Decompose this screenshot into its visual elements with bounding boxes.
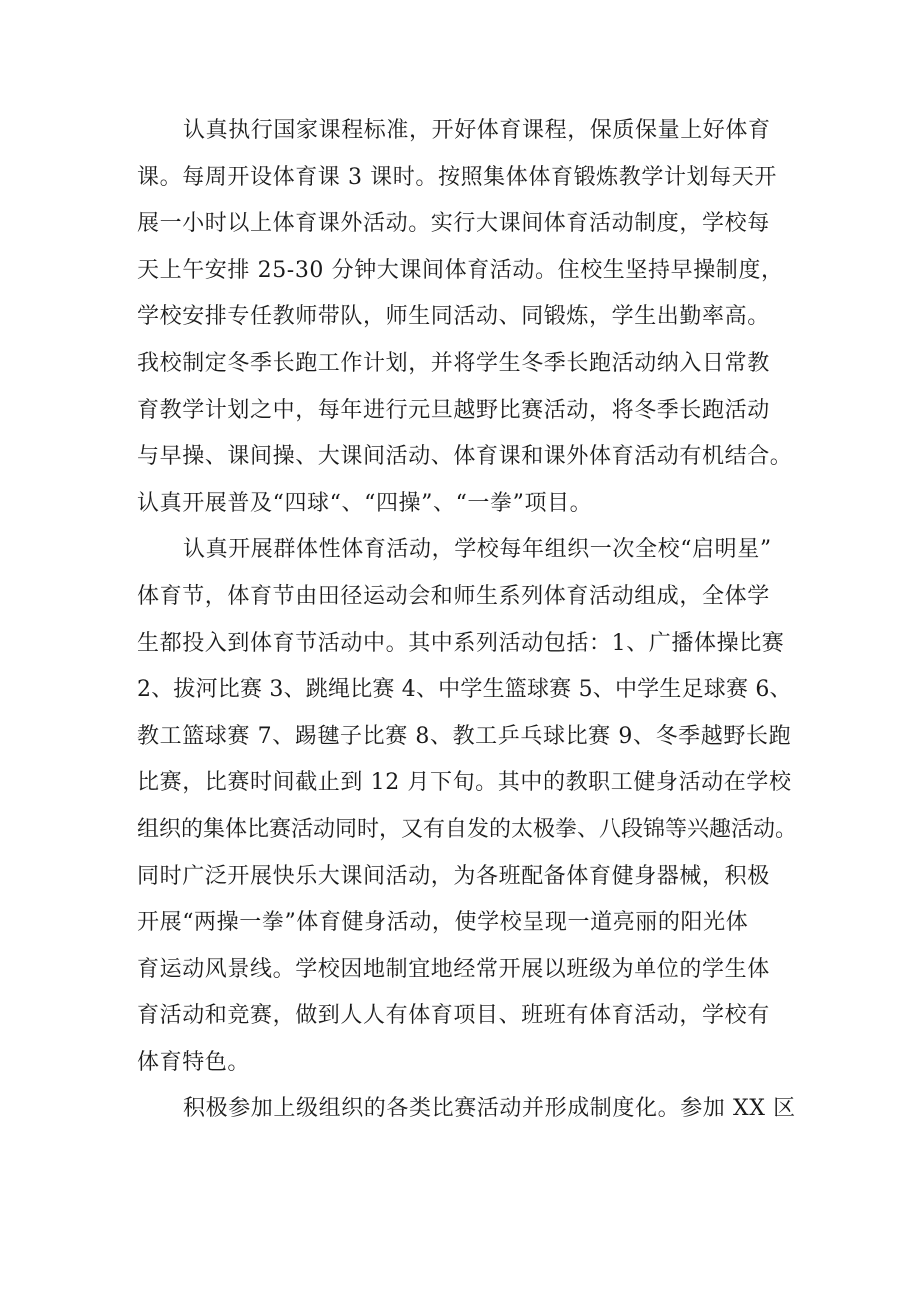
paragraph-1 bbox=[137, 108, 797, 527]
text-line: 教工篮球赛 7、踢毽子比赛 8、教工乒乓球比赛 9、冬季越野长跑 bbox=[137, 723, 792, 749]
text-line: 体育节，体育节由田径运动会和师生系列体育活动组成，全体学 bbox=[137, 583, 770, 609]
text-line: 开展“两操一拳”体育健身活动，使学校呈现一道亮丽的阳光体 bbox=[137, 910, 749, 936]
text-line: 同时广泛开展快乐大课间活动，为各班配备体育健身器械，积极 bbox=[137, 863, 770, 889]
text-line: 学校安排专任教师带队，师生同活动、同锻炼，学生出勤率高。 bbox=[137, 304, 770, 330]
text-line: 组织的集体比赛活动同时，又有自发的太极拳、八段锦等兴趣活动。 bbox=[137, 816, 798, 842]
text-line: 积极参加上级组织的各类比赛活动并形成制度化。参加 XX 区 bbox=[183, 1096, 796, 1122]
text-line: 天上午安排 25-30 分钟大课间体育活动。住校生坚持早操制度， bbox=[137, 257, 784, 283]
text-line: 育教学计划之中，每年进行元旦越野比赛活动，将冬季长跑活动 bbox=[137, 397, 770, 423]
text-line: 体育特色。 bbox=[137, 1049, 251, 1075]
text-line: 展一小时以上体育课外活动。实行大课间体育活动制度，学校每 bbox=[137, 211, 770, 237]
text-line: 认真开展普及“四球“、“四操”、“一拳”项目。 bbox=[137, 490, 593, 516]
text-line: 认真执行国家课程标准，开好体育课程，保质保量上好体育 bbox=[183, 118, 771, 143]
text-line: 生都投入到体育节活动中。其中系列活动包括：1、广播体操比赛 bbox=[137, 630, 785, 656]
text-line: 与早操、课间操、大课间活动、体育课和课外体育活动有机结合。 bbox=[137, 444, 793, 470]
text-line: 2、拔河比赛 3、跳绳比赛 4、中学生篮球赛 5、中学生足球赛 6、 bbox=[137, 677, 792, 703]
paragraph-2 bbox=[137, 527, 797, 1086]
text-line: 认真开展群体性体育活动，学校每年组织一次全校“启明星” bbox=[183, 537, 772, 563]
text-line: 比赛，比赛时间截止到 12 月下旬。其中的教职工健身活动在学校 bbox=[137, 770, 792, 796]
text-line: 我校制定冬季长跑工作计划，并将学生冬季长跑活动纳入日常教 bbox=[137, 350, 770, 376]
text-line: 育运动风景线。学校因地制宜地经常开展以班级为单位的学生体 bbox=[137, 956, 770, 982]
paragraph-3 bbox=[137, 1086, 797, 1133]
text-line: 课。每周开设体育课 3 课时。按照集体体育锻炼教学计划每天开 bbox=[137, 164, 777, 190]
document-body bbox=[137, 108, 797, 1133]
text-line: 育活动和竞赛，做到人人有体育项目、班班有体育活动，学校有 bbox=[137, 1003, 770, 1029]
